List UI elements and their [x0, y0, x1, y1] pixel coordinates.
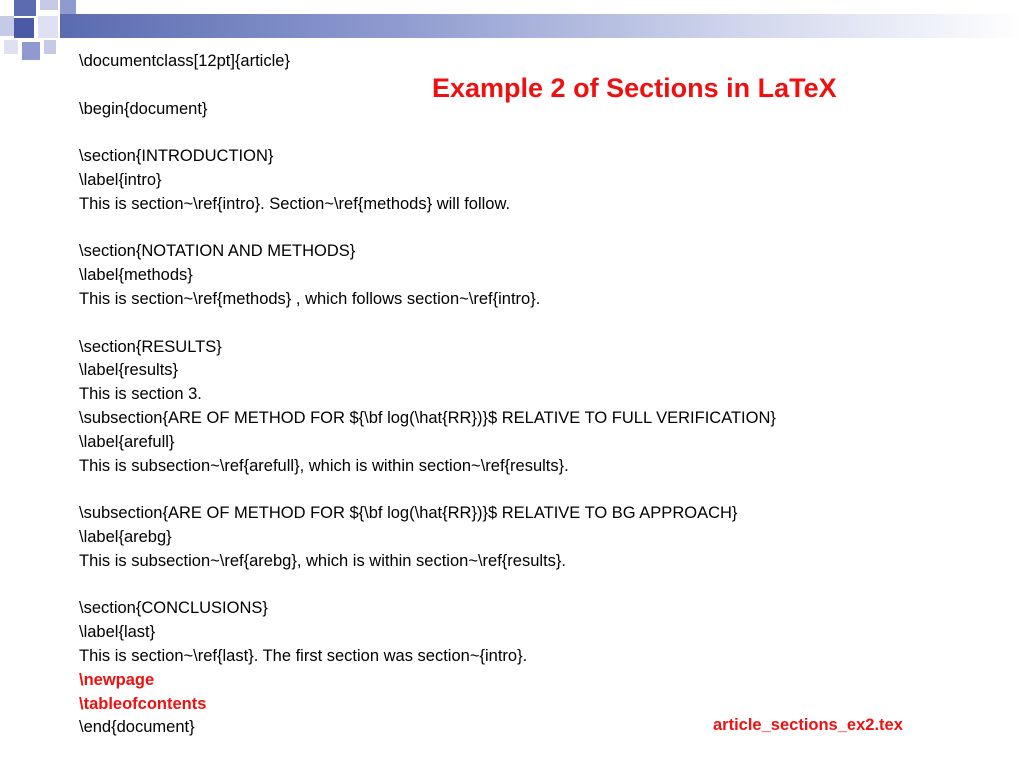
- decor-square: [22, 42, 40, 60]
- decor-square: [4, 40, 18, 54]
- decor-square: [14, 18, 34, 38]
- header-gradient-bar: [60, 14, 1024, 38]
- code-line: This is section~\ref{methods} , which follows section~\ref{intro}.: [79, 289, 541, 308]
- code-line: \label{arebg}: [79, 527, 172, 546]
- code-line: This is section~\ref{intro}. Section~\ref{methods} will follow.: [79, 194, 511, 213]
- blank-line: [79, 74, 979, 98]
- blank-line: [79, 312, 979, 336]
- code-line: This is subsection~\ref{arefull}, which is within section~\ref{results}.: [79, 456, 569, 475]
- code-line: \begin{document}: [79, 99, 208, 118]
- code-line: \label{intro}: [79, 170, 162, 189]
- blank-line: [79, 121, 979, 145]
- code-line: \end{document}: [79, 718, 195, 737]
- code-line: \newpage: [79, 670, 155, 689]
- filename-label: article_sections_ex2.tex: [713, 716, 903, 734]
- slide-title: Example 2 of Sections in LaTeX: [432, 73, 837, 103]
- blank-line: [79, 217, 979, 241]
- code-line: \label{methods}: [79, 266, 193, 285]
- code-line: This is section 3.: [79, 385, 202, 404]
- code-line: \section{NOTATION AND METHODS}: [79, 242, 356, 261]
- code-line: \label{results}: [79, 361, 179, 380]
- decor-square: [38, 16, 58, 38]
- latex-code-block: [79, 50, 979, 740]
- code-line: \section{CONCLUSIONS}: [79, 599, 268, 618]
- code-line: \section{RESULTS}: [79, 337, 222, 356]
- code-line: \section{INTRODUCTION}: [79, 147, 274, 166]
- code-line: \subsection{ARE OF METHOD FOR ${\bf log(\hat{RR})}$ RELATIVE TO BG APPROACH}: [79, 504, 738, 523]
- code-line: \subsection{ARE OF METHOD FOR ${\bf log(\hat{RR})}$ RELATIVE TO FULL VERIFICATION}: [79, 408, 776, 427]
- blank-line: [79, 574, 979, 598]
- decor-square: [14, 0, 36, 16]
- decor-square: [0, 16, 14, 36]
- code-line: \label{last}: [79, 623, 156, 642]
- code-line: \label{arefull}: [79, 432, 175, 451]
- code-line: This is subsection~\ref{arebg}, which is within section~\ref{results}.: [79, 551, 566, 570]
- decor-square: [60, 0, 76, 14]
- code-line: This is section~\ref{last}. The first section was section~{intro}.: [79, 646, 528, 665]
- decor-square: [44, 40, 56, 54]
- code-line: \documentclass[12pt]{article}: [79, 52, 290, 70]
- decor-square: [40, 0, 58, 10]
- code-line: \tableofcontents: [79, 694, 207, 713]
- blank-line: [79, 478, 979, 502]
